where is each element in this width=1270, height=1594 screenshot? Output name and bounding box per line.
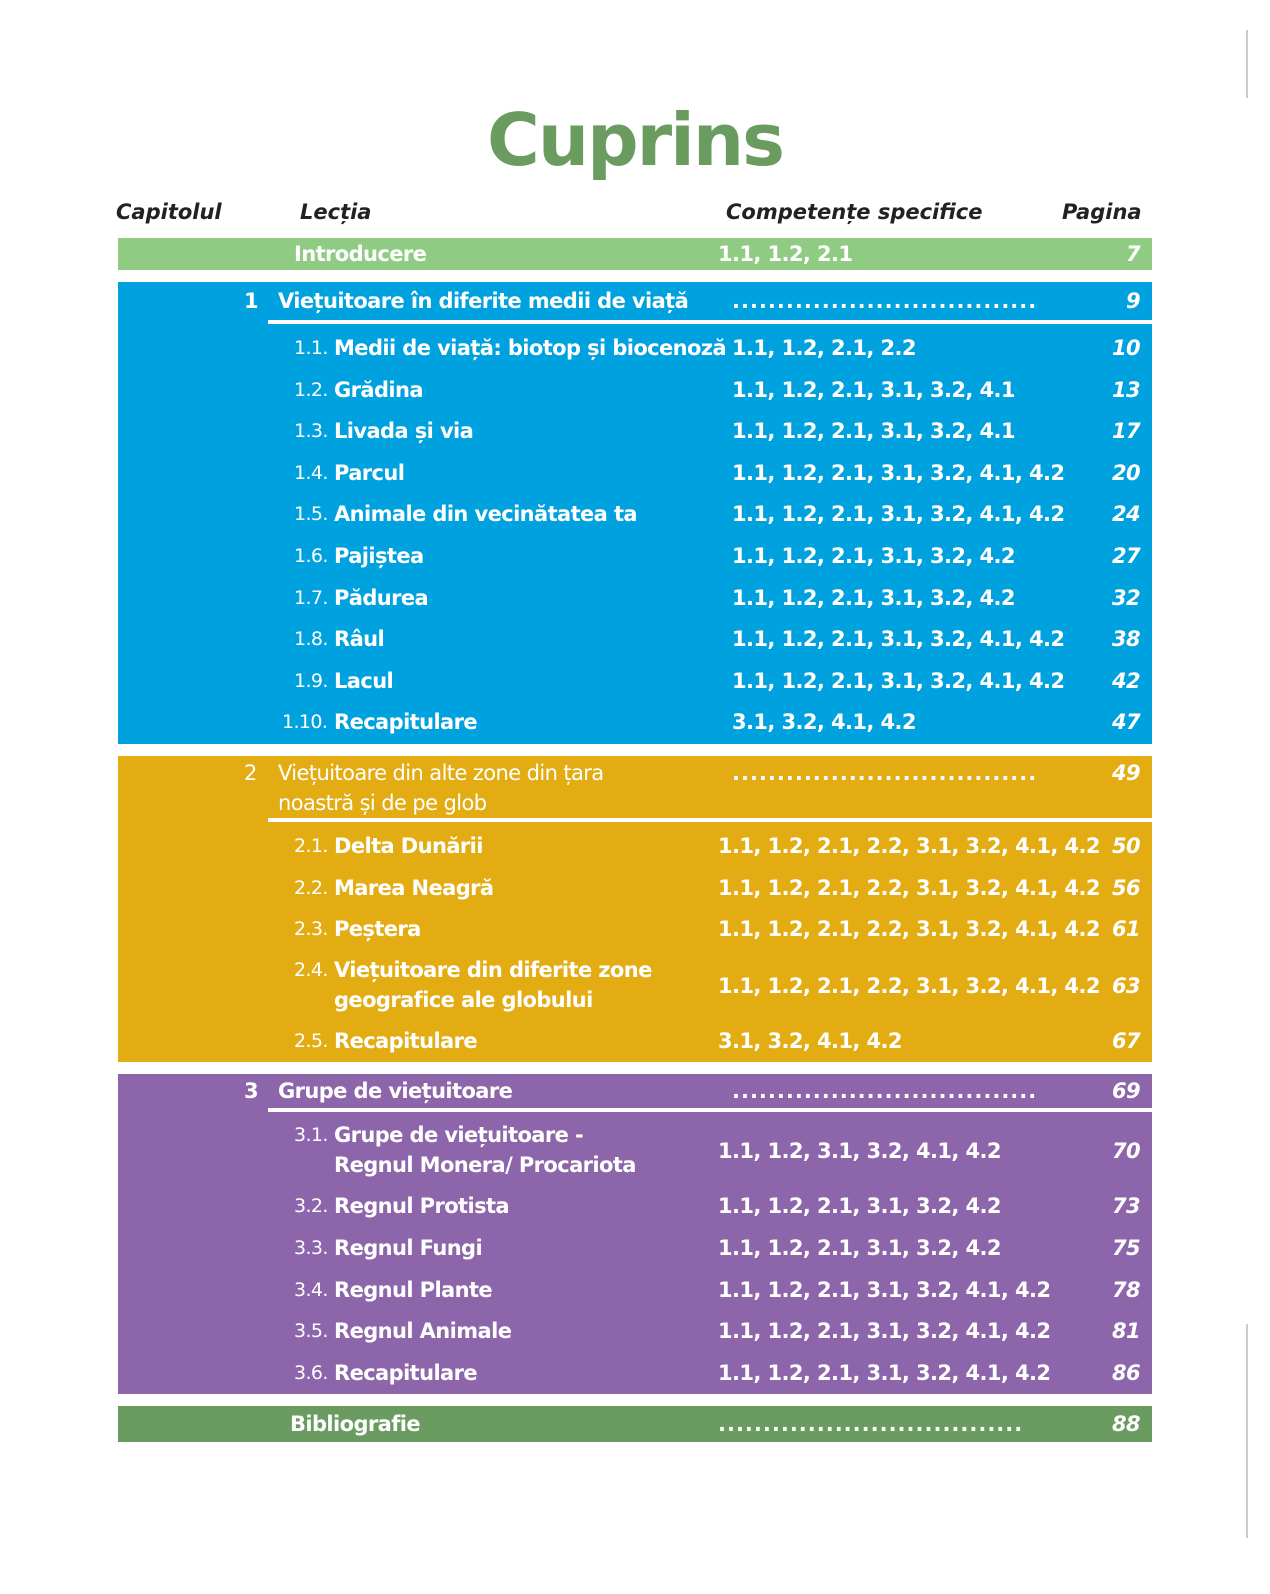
lesson-number: 3.2. bbox=[294, 1195, 328, 1218]
lesson-row[interactable] bbox=[118, 951, 1152, 1021]
lesson-page: 42 bbox=[1111, 668, 1140, 693]
chapter-page: 9 bbox=[1125, 289, 1140, 313]
lesson-number: 2.5. bbox=[294, 1029, 328, 1052]
lesson-row[interactable] bbox=[118, 661, 1152, 703]
header-page: Pagina bbox=[1062, 200, 1142, 224]
lesson-competences: 3.1, 3.2, 4.1, 4.2 bbox=[732, 710, 916, 735]
lesson-page: 38 bbox=[1111, 627, 1140, 652]
lesson-page: 81 bbox=[1111, 1319, 1140, 1344]
chapter-page: 69 bbox=[1111, 1079, 1140, 1104]
lesson-competences: 1.1, 1.2, 2.1, 3.1, 3.2, 4.1, 4.2 bbox=[732, 502, 1065, 527]
bibliography-dots: .................................. bbox=[718, 1412, 1024, 1437]
page-edge-top bbox=[1246, 30, 1248, 98]
lesson-title: Recapitulare bbox=[334, 710, 478, 735]
lesson-row[interactable] bbox=[118, 1270, 1152, 1312]
lesson-competences: 1.1, 1.2, 2.1, 3.1, 3.2, 4.2 bbox=[732, 585, 1015, 610]
lesson-competences: 1.1, 1.2, 2.1, 3.1, 3.2, 4.1, 4.2 bbox=[732, 668, 1065, 693]
lesson-page: 24 bbox=[1111, 502, 1140, 527]
lesson-row[interactable] bbox=[118, 619, 1152, 661]
lesson-competences: 1.1, 1.2, 2.1, 3.1, 3.2, 4.1, 4.2 bbox=[732, 627, 1065, 652]
lesson-competences: 1.1, 1.2, 2.1, 3.1, 3.2, 4.1, 4.2 bbox=[732, 460, 1065, 485]
bibliography-page: 88 bbox=[1111, 1412, 1140, 1437]
lesson-row[interactable] bbox=[118, 1021, 1152, 1063]
chapter-2-band bbox=[118, 756, 1152, 1062]
lesson-competences: 1.1, 1.2, 2.1, 2.2, 3.1, 3.2, 4.1, 4.2 bbox=[718, 833, 1100, 858]
lesson-row[interactable] bbox=[118, 453, 1152, 495]
lesson-page: 56 bbox=[1111, 875, 1140, 900]
lesson-row[interactable] bbox=[118, 702, 1152, 744]
intro-band bbox=[118, 238, 1152, 270]
lesson-row[interactable] bbox=[118, 370, 1152, 412]
lesson-page: 86 bbox=[1111, 1360, 1140, 1385]
chapter-row[interactable] bbox=[244, 756, 1152, 822]
lesson-number: 1.7. bbox=[294, 586, 328, 609]
intro-competences: 1.1, 1.2, 2.1 bbox=[718, 242, 853, 266]
lesson-row[interactable] bbox=[118, 328, 1152, 370]
lesson-competences: 1.1, 1.2, 2.1, 3.1, 3.2, 4.1 bbox=[732, 377, 1015, 402]
lesson-page: 47 bbox=[1111, 710, 1140, 735]
chapter-title: Grupe de viețuitoare bbox=[278, 1079, 513, 1104]
chapter-number: 3 bbox=[244, 1079, 259, 1104]
lesson-number: 2.1. bbox=[294, 834, 328, 857]
chapter-number: 1 bbox=[244, 289, 259, 313]
lesson-title: Regnul Fungi bbox=[334, 1235, 483, 1260]
chapter-title: Viețuitoare în diferite medii de viață bbox=[278, 289, 689, 313]
lesson-number: 2.4. bbox=[294, 958, 328, 981]
intro-label: Introducere bbox=[294, 242, 427, 266]
lesson-page: 78 bbox=[1111, 1277, 1140, 1302]
lesson-row[interactable] bbox=[118, 494, 1152, 536]
lesson-row[interactable] bbox=[118, 868, 1152, 910]
intro-page: 7 bbox=[1125, 242, 1140, 266]
lesson-row[interactable] bbox=[118, 826, 1152, 868]
lesson-page: 70 bbox=[1111, 1139, 1140, 1164]
bibliography-label: Bibliografie bbox=[290, 1412, 420, 1437]
lesson-competences: 1.1, 1.2, 2.1, 3.1, 3.2, 4.1, 4.2 bbox=[718, 1319, 1051, 1344]
lesson-title: Lacul bbox=[334, 668, 394, 693]
lesson-competences: 1.1, 1.2, 2.1, 3.1, 3.2, 4.2 bbox=[718, 1235, 1001, 1260]
lesson-title: Livada și via bbox=[334, 419, 474, 444]
lesson-competences: 1.1, 1.2, 2.1, 3.1, 3.2, 4.1 bbox=[732, 419, 1015, 444]
chapter-1-band bbox=[118, 282, 1152, 744]
intro-row[interactable] bbox=[118, 238, 1152, 270]
lesson-title: Grădina bbox=[334, 377, 423, 402]
lesson-page: 17 bbox=[1111, 419, 1140, 444]
lesson-title: Regnul Animale bbox=[334, 1319, 512, 1344]
lesson-number: 3.6. bbox=[294, 1361, 328, 1384]
chapter-title: Viețuitoare din alte zone din țara bbox=[278, 760, 604, 785]
lesson-competences: 1.1, 1.2, 2.1, 3.1, 3.2, 4.1, 4.2 bbox=[718, 1277, 1051, 1302]
lesson-competences: 1.1, 1.2, 2.1, 3.1, 3.2, 4.1, 4.2 bbox=[718, 1360, 1051, 1385]
lesson-number: 3.5. bbox=[294, 1320, 328, 1343]
lesson-row[interactable] bbox=[118, 536, 1152, 578]
lesson-competences: 1.1, 1.2, 3.1, 3.2, 4.1, 4.2 bbox=[718, 1139, 1001, 1164]
bibliography-row[interactable] bbox=[118, 1406, 1152, 1442]
chapter-number: 2 bbox=[244, 760, 257, 785]
lesson-row[interactable] bbox=[118, 578, 1152, 620]
lesson-title: Delta Dunării bbox=[334, 833, 483, 858]
lesson-competences: 1.1, 1.2, 2.1, 2.2, 3.1, 3.2, 4.1, 4.2 bbox=[718, 875, 1100, 900]
chapter-title-line2: noastră și de pe glob bbox=[278, 790, 487, 815]
lesson-number: 2.2. bbox=[294, 876, 328, 899]
lesson-number: 1.6. bbox=[294, 544, 328, 567]
lesson-title: Râul bbox=[334, 627, 385, 652]
lesson-title: Animale din vecinătatea ta bbox=[334, 502, 637, 527]
table-of-contents bbox=[118, 238, 1152, 1454]
lesson-number: 1.1. bbox=[294, 337, 328, 359]
chapter-dots: .................................. bbox=[732, 289, 1038, 313]
lesson-page: 10 bbox=[1111, 336, 1140, 360]
lesson-title: Marea Neagră bbox=[334, 875, 494, 900]
lesson-page: 32 bbox=[1111, 585, 1140, 610]
lesson-title: Regnul Protista bbox=[334, 1194, 509, 1219]
lesson-title-line2: geografice ale globului bbox=[334, 987, 593, 1012]
page-title: Cuprins bbox=[487, 98, 783, 182]
header-competences: Competențe specifice bbox=[726, 200, 983, 224]
lesson-competences: 1.1, 1.2, 2.1, 3.1, 3.2, 4.2 bbox=[732, 543, 1015, 568]
lesson-page: 75 bbox=[1111, 1235, 1140, 1260]
chapter-row[interactable] bbox=[244, 282, 1152, 324]
lesson-number: 1.5. bbox=[294, 503, 328, 526]
lesson-number: 1.8. bbox=[294, 628, 328, 651]
chapter-dots: .................................. bbox=[732, 760, 1038, 785]
lesson-competences: 3.1, 3.2, 4.1, 4.2 bbox=[718, 1028, 902, 1053]
lesson-title: Medii de viață: biotop și biocenoză bbox=[334, 336, 727, 360]
lesson-number: 1.10. bbox=[282, 711, 328, 734]
lesson-row[interactable] bbox=[118, 1228, 1152, 1270]
chapter-3-band bbox=[118, 1074, 1152, 1394]
chapter-dots: .................................. bbox=[732, 1079, 1038, 1104]
lesson-title: Peștera bbox=[334, 917, 421, 942]
lesson-page: 27 bbox=[1111, 543, 1140, 568]
lesson-title: Viețuitoare din diferite zone bbox=[334, 957, 652, 982]
lesson-page: 61 bbox=[1111, 917, 1140, 942]
lesson-number: 2.3. bbox=[294, 918, 328, 941]
lesson-title: Recapitulare bbox=[334, 1360, 478, 1385]
lesson-page: 20 bbox=[1111, 460, 1140, 485]
lesson-page: 63 bbox=[1111, 973, 1140, 998]
lesson-row[interactable] bbox=[118, 1186, 1152, 1228]
lesson-title: Grupe de viețuitoare - bbox=[334, 1123, 584, 1148]
lesson-title: Pădurea bbox=[334, 585, 429, 610]
lesson-competences: 1.1, 1.2, 2.1, 2.2, 3.1, 3.2, 4.1, 4.2 bbox=[718, 973, 1100, 998]
lesson-page: 73 bbox=[1111, 1194, 1140, 1219]
lesson-title: Pajiștea bbox=[334, 543, 424, 568]
lesson-number: 1.2. bbox=[294, 378, 328, 401]
lesson-page: 13 bbox=[1111, 377, 1140, 402]
bibliography-band bbox=[118, 1406, 1152, 1442]
page-edge-bottom bbox=[1246, 1324, 1248, 1538]
lesson-row[interactable] bbox=[118, 1311, 1152, 1353]
lesson-number: 3.4. bbox=[294, 1278, 328, 1301]
lesson-number: 3.1. bbox=[294, 1124, 328, 1147]
lesson-page: 67 bbox=[1111, 1028, 1140, 1053]
lesson-title: Parcul bbox=[334, 460, 405, 485]
chapter-row[interactable] bbox=[244, 1074, 1152, 1112]
lesson-row[interactable] bbox=[118, 1353, 1152, 1395]
header-chapter: Capitolul bbox=[116, 200, 222, 224]
lesson-competences: 1.1, 1.2, 2.1, 2.2, 3.1, 3.2, 4.1, 4.2 bbox=[718, 917, 1100, 942]
lesson-page: 50 bbox=[1111, 833, 1140, 858]
lesson-title: Regnul Plante bbox=[334, 1277, 493, 1302]
lesson-competences: 1.1, 1.2, 2.1, 3.1, 3.2, 4.2 bbox=[718, 1194, 1001, 1219]
lesson-number: 1.9. bbox=[294, 669, 328, 692]
lesson-competences: 1.1, 1.2, 2.1, 2.2 bbox=[732, 336, 916, 360]
lesson-row[interactable] bbox=[118, 909, 1152, 951]
lesson-title: Recapitulare bbox=[334, 1028, 478, 1053]
lesson-number: 3.3. bbox=[294, 1236, 328, 1259]
lesson-number: 1.4. bbox=[294, 461, 328, 484]
lesson-row[interactable] bbox=[118, 1116, 1152, 1186]
lesson-number: 1.3. bbox=[294, 420, 328, 443]
lesson-row[interactable] bbox=[118, 411, 1152, 453]
chapter-page: 49 bbox=[1111, 760, 1140, 785]
header-lesson: Lecția bbox=[300, 200, 372, 224]
lesson-title-line2: Regnul Monera/ Procariota bbox=[334, 1153, 636, 1178]
